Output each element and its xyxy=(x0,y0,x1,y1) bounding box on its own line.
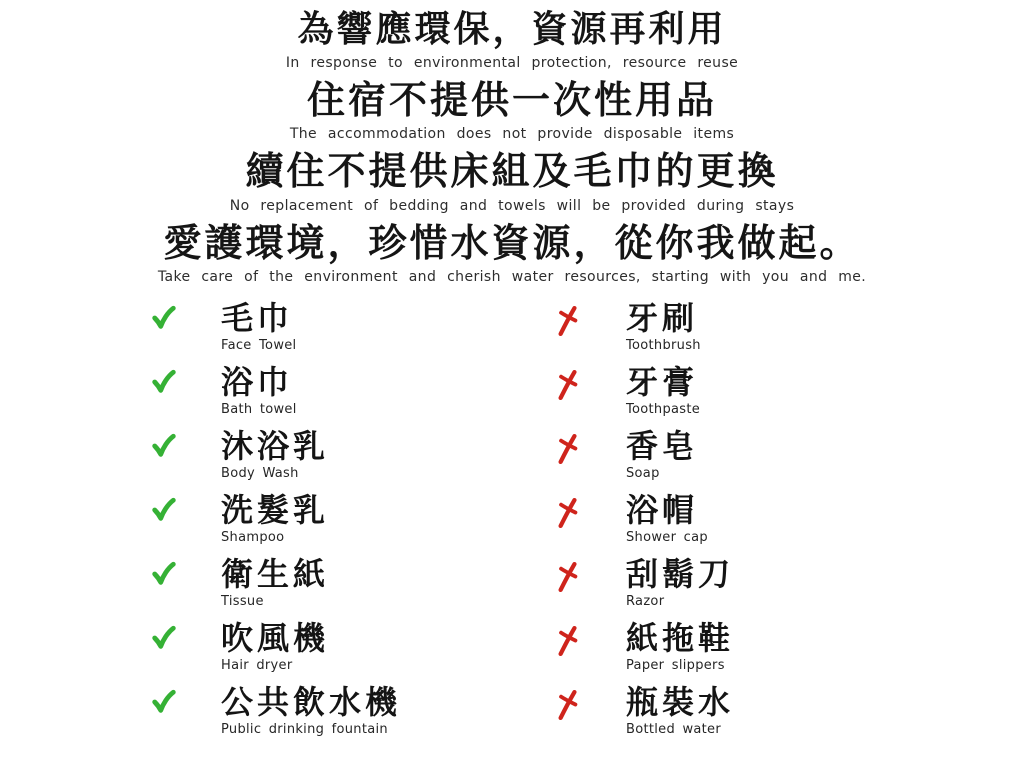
item-name-en: Toothpaste xyxy=(626,401,701,417)
checkmark-icon xyxy=(151,560,177,588)
cross-icon xyxy=(556,432,582,466)
item-name-en: Public drinking fountain xyxy=(221,721,388,737)
header-line-2-en: The accommodation does not provide disposable items xyxy=(289,126,735,143)
item-name-zh: 毛巾 xyxy=(221,298,294,337)
item-labels xyxy=(626,426,699,481)
provided-list-item xyxy=(107,362,512,417)
item-labels xyxy=(221,298,297,353)
item-name-zh: 牙膏 xyxy=(626,362,699,401)
checkmark-icon xyxy=(151,624,177,652)
item-labels xyxy=(626,298,701,353)
item-name-zh: 浴巾 xyxy=(221,362,294,401)
item-name-zh: 洗髮乳 xyxy=(221,490,330,529)
cross-icon xyxy=(556,688,582,722)
header-line-4-zh: 愛護環境，珍惜水資源，從你我做起。 xyxy=(163,220,861,265)
item-name-zh: 瓶裝水 xyxy=(626,682,735,721)
header-line-4-en: Take care of the environment and cherish water resources, starting with you and me. xyxy=(157,268,867,285)
header-line-1-en: In response to environmental protection, resource reuse xyxy=(285,54,739,71)
item-name-en: Hair dryer xyxy=(221,657,293,673)
not-provided-list-item xyxy=(512,618,917,673)
item-name-zh: 香皂 xyxy=(626,426,699,465)
checkmark-icon xyxy=(151,368,177,396)
provided-list-item xyxy=(107,426,512,481)
cross-icon xyxy=(556,304,582,338)
item-name-en: Razor xyxy=(626,593,665,609)
item-name-zh: 刮鬍刀 xyxy=(626,554,735,593)
item-labels xyxy=(221,618,330,673)
not-provided-list-item xyxy=(512,362,917,417)
item-labels xyxy=(626,618,735,673)
cross-icon xyxy=(556,560,582,594)
item-name-en: Soap xyxy=(626,465,660,481)
not-provided-list-item xyxy=(512,426,917,481)
checkmark-icon xyxy=(151,496,177,524)
item-name-zh: 衛生紙 xyxy=(221,554,330,593)
header-line-2-zh: 住宿不提供一次性用品 xyxy=(306,77,717,122)
item-name-zh: 吹風機 xyxy=(221,618,330,657)
item-labels xyxy=(221,426,330,481)
item-labels xyxy=(626,682,735,737)
item-name-zh: 牙刷 xyxy=(626,298,699,337)
item-name-en: Shampoo xyxy=(221,529,285,545)
checkmark-icon xyxy=(151,432,177,460)
header-line-1-zh: 為響應環保，資源再利用 xyxy=(297,9,727,50)
item-name-en: Tissue xyxy=(221,593,264,609)
header-line-3-en: No replacement of bedding and towels will be provided during stays xyxy=(229,197,795,214)
item-name-zh: 沐浴乳 xyxy=(221,426,330,465)
item-labels xyxy=(626,490,708,545)
not-provided-list-item xyxy=(512,298,917,353)
item-name-en: Face Towel xyxy=(221,337,297,353)
item-name-en: Bottled water xyxy=(626,721,721,737)
checkmark-icon xyxy=(151,304,177,332)
item-name-en: Toothbrush xyxy=(626,337,701,353)
header-line-3-zh: 續住不提供床組及毛巾的更換 xyxy=(245,149,779,194)
provided-list-item xyxy=(107,618,512,673)
item-labels xyxy=(221,490,330,545)
cross-icon xyxy=(556,496,582,530)
item-labels xyxy=(626,362,701,417)
item-name-en: Body Wash xyxy=(221,465,299,481)
item-name-zh: 公共飲水機 xyxy=(221,682,402,721)
provided-list-item xyxy=(107,682,512,737)
not-provided-list-item xyxy=(512,682,917,737)
item-labels xyxy=(221,554,330,609)
item-name-en: Shower cap xyxy=(626,529,708,545)
item-name-en: Paper slippers xyxy=(626,657,725,673)
item-name-zh: 紙拖鞋 xyxy=(626,618,735,657)
provided-list-item xyxy=(107,554,512,609)
provided-list-item xyxy=(107,490,512,545)
not-provided-list-item xyxy=(512,490,917,545)
provided-items-column xyxy=(107,298,512,749)
checkmark-icon xyxy=(151,688,177,716)
item-labels xyxy=(626,554,735,609)
cross-icon xyxy=(556,368,582,402)
item-name-en: Bath towel xyxy=(221,401,297,417)
item-labels xyxy=(221,362,297,417)
item-labels xyxy=(221,682,402,737)
item-name-zh: 浴帽 xyxy=(626,490,699,529)
notice-header xyxy=(0,8,1024,285)
provided-list-item xyxy=(107,298,512,353)
not-provided-list-item xyxy=(512,554,917,609)
cross-icon xyxy=(556,624,582,658)
not-provided-items-column xyxy=(512,298,917,749)
items-columns xyxy=(107,298,917,749)
